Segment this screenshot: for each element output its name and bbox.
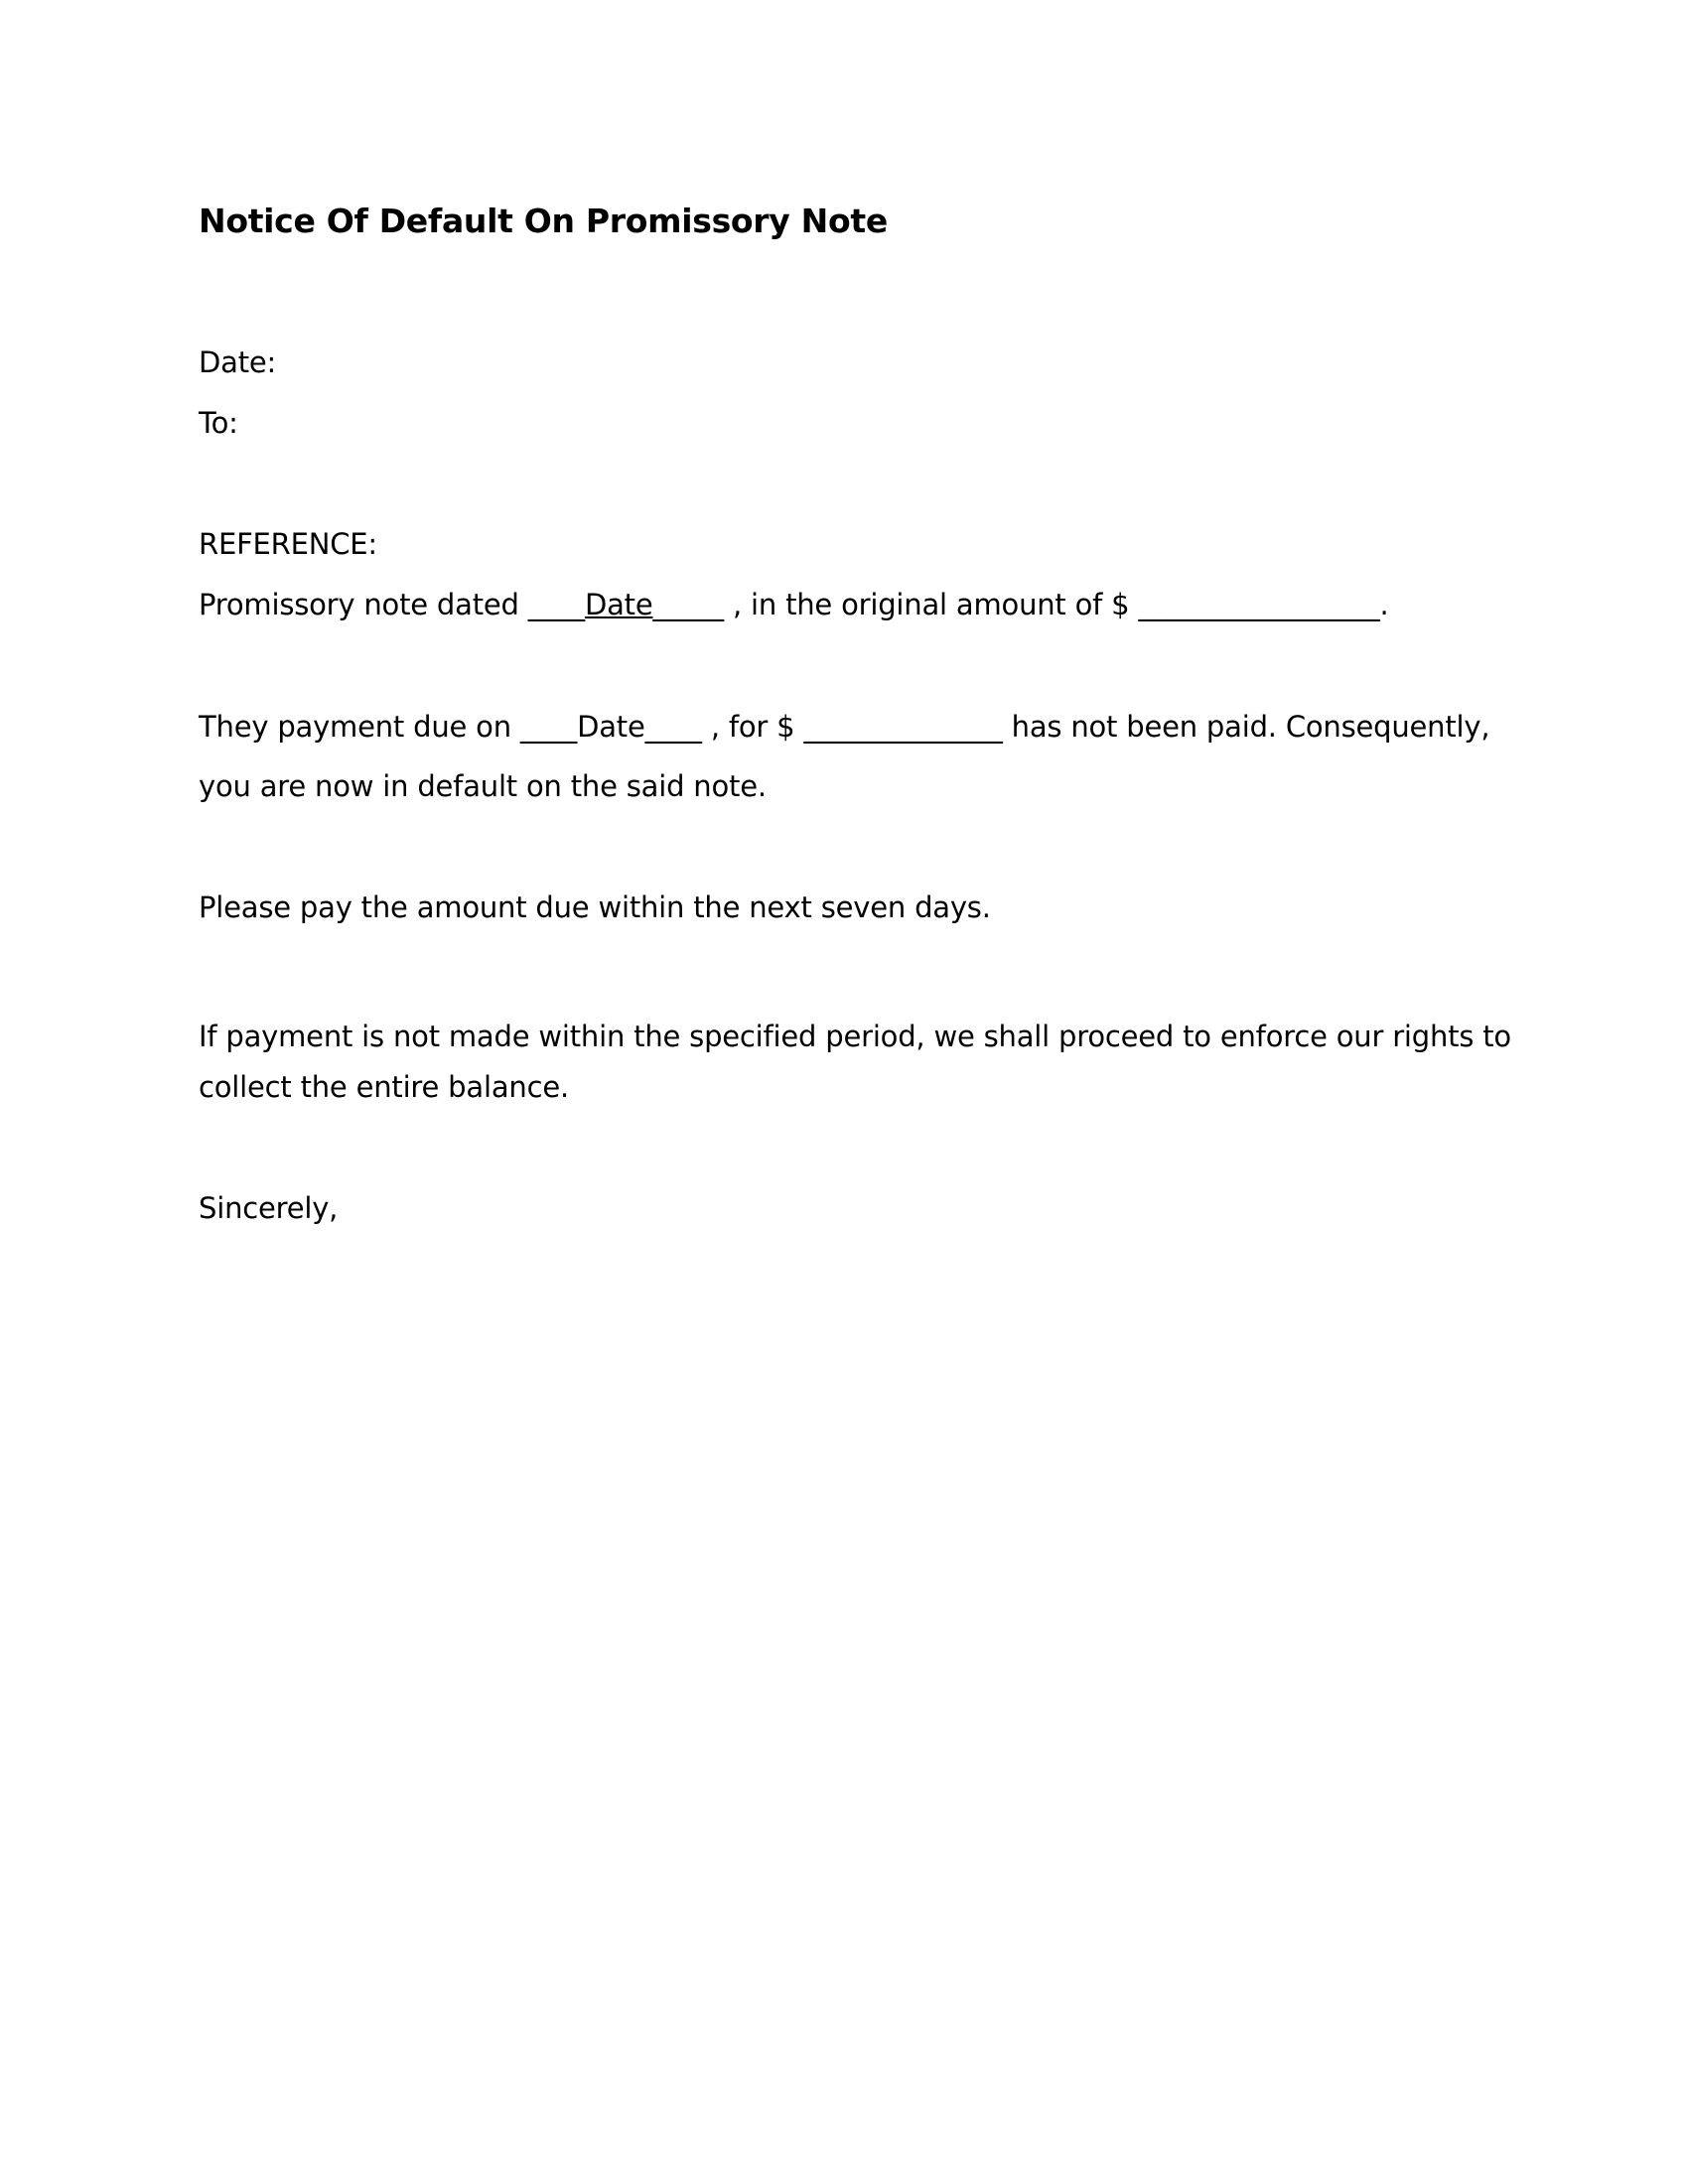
please-pay-line: Please pay the amount due within the next seven days.: [199, 890, 991, 924]
date-label: Date:: [199, 345, 277, 379]
warning-line-2: collect the entire balance.: [199, 1070, 569, 1104]
payment-line-1: They payment due on ____Date____ , for $ ______________ has not been paid. Consequently,: [199, 710, 1490, 744]
to-label: To:: [199, 406, 238, 440]
note-line-rest: _____ , in the original amount of $ _________________.: [652, 588, 1389, 621]
note-date-field: Date: [584, 588, 653, 621]
payment-line-2: you are now in default on the said note.: [199, 769, 767, 803]
document-title: Notice Of Default On Promissory Note: [199, 202, 888, 240]
warning-line-1: If payment is not made within the specified period, we shall proceed to enforce our rights to: [199, 1020, 1511, 1053]
reference-label: REFERENCE:: [199, 527, 377, 561]
promissory-note-line: [199, 587, 1389, 622]
closing-line: Sincerely,: [199, 1191, 339, 1225]
note-line-prefix: Promissory note dated ____: [199, 588, 585, 621]
